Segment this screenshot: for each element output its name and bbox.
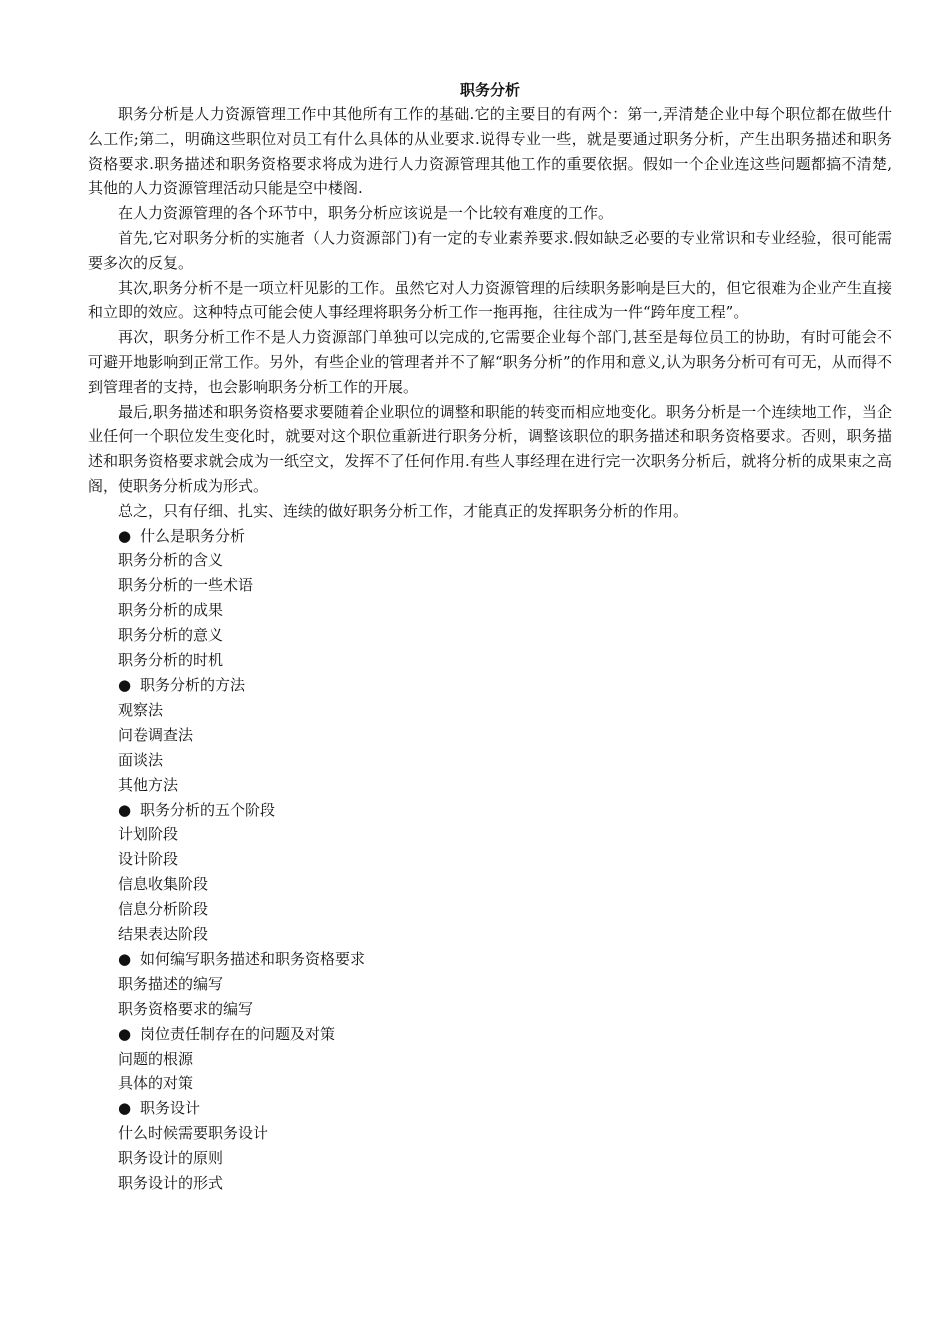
outline-item: 结果表达阶段 (118, 925, 209, 944)
body-paragraph: 在人力资源管理的各个环节中，职务分析应该说是一个比较有难度的工作。 (118, 204, 614, 223)
outline-heading-text: 职务分析的五个阶段 (140, 800, 276, 819)
outline-heading (88, 1096, 892, 1121)
bullet-icon: ● (118, 800, 132, 819)
topic-outline (88, 524, 892, 1196)
body-paragraph: 其次,职务分析不是一项立杆见影的工作。虽然它对人力资源管理的后续职务影响是巨大的，但它很难为企业产生直接和立即的效应。这种特点可能会使人事经理将职务分析工作一拖再拖，往往成为一件“跨年度工程”。 (88, 278, 892, 322)
body-paragraph: 职务分析是人力资源管理工作中其他所有工作的基础.它的主要目的有两个：第一,弄清楚企业中每个职位都在做些什么工作;第二，明确这些职位对员工有什么具体的从业要求.说得专业一些，就是要通过职务分析，产生出职务描述和职务资格要求.职务描述和职务资格要求将成为进行人力资源管理其他工作的重要依据。假如一个企业连这些问题都搞不清楚,其他的人力资源管理活动只能是空中楼阁. (88, 105, 892, 198)
outline-item: 职务分析的含义 (118, 551, 224, 570)
bullet-icon: ● (118, 1024, 132, 1043)
outline-item: 面谈法 (118, 750, 164, 769)
outline-item: 职务设计的形式 (118, 1174, 224, 1193)
outline-item: 其他方法 (118, 775, 179, 794)
outline-item: 计划阶段 (118, 825, 179, 844)
outline-heading (88, 673, 892, 698)
document-title: 职务分析 (459, 81, 520, 99)
document-page (88, 78, 892, 1196)
outline-heading-text: 岗位责任制存在的问题及对策 (140, 1024, 336, 1043)
body-paragraph: 再次，职务分析工作不是人力资源部门单独可以完成的,它需要企业每个部门,甚至是每位员工的协助，有时可能会不可避开地影响到正常工作。另外，有些企业的管理者并不了解“职务分析”的作用和意义,认为职务分析可有可无，从而得不到管理者的支持，也会影响职务分析工作的开展。 (88, 328, 892, 396)
outline-item: 职务描述的编写 (118, 974, 224, 993)
outline-heading (88, 524, 892, 549)
outline-heading (88, 798, 892, 823)
outline-heading-text: 什么是职务分析 (140, 526, 246, 545)
outline-item: 设计阶段 (118, 850, 179, 869)
outline-item: 信息收集阶段 (118, 875, 209, 894)
outline-heading-text: 职务设计 (140, 1099, 201, 1118)
body-paragraph: 首先,它对职务分析的实施者（人力资源部门)有一定的专业素养要求.假如缺乏必要的专业常识和专业经验，很可能需要多次的反复。 (88, 228, 892, 272)
body-paragraphs (88, 102, 892, 524)
outline-item: 具体的对策 (118, 1074, 194, 1093)
outline-item: 什么时候需要职务设计 (118, 1124, 269, 1143)
bullet-icon: ● (118, 1099, 132, 1118)
outline-heading-text: 如何编写职务描述和职务资格要求 (140, 949, 366, 968)
body-paragraph: 最后,职务描述和职务资格要求要随着企业职位的调整和职能的转变而相应地变化。职务分析是一个连续地工作，当企业任何一个职位发生变化时，就要对这个职位重新进行职务分析，调整该职位的职务描述和职务资格要求。否则，职务描述和职务资格要求就会成为一纸空文，发挥不了任何作用.有些人事经理在进行完一次职务分析后，就将分析的成果束之高阁，使职务分析成为形式。 (88, 402, 892, 495)
outline-heading (88, 947, 892, 972)
outline-heading-text: 职务分析的方法 (140, 675, 246, 694)
bullet-icon: ● (118, 949, 132, 968)
outline-item: 信息分析阶段 (118, 900, 209, 919)
outline-item: 问卷调查法 (118, 725, 194, 744)
outline-item: 职务分析的时机 (118, 651, 224, 670)
outline-item: 职务分析的意义 (118, 626, 224, 645)
bullet-icon: ● (118, 526, 132, 545)
outline-item: 观察法 (118, 700, 164, 719)
body-paragraph: 总之，只有仔细、扎实、连续的做好职务分析工作，才能真正的发挥职务分析的作用。 (118, 501, 689, 520)
outline-item: 职务分析的成果 (118, 601, 224, 620)
outline-item: 问题的根源 (118, 1049, 194, 1068)
outline-item: 职务资格要求的编写 (118, 999, 254, 1018)
outline-item: 职务设计的原则 (118, 1149, 224, 1168)
bullet-icon: ● (118, 675, 132, 694)
outline-item: 职务分析的一些术语 (118, 576, 254, 595)
outline-heading (88, 1022, 892, 1047)
